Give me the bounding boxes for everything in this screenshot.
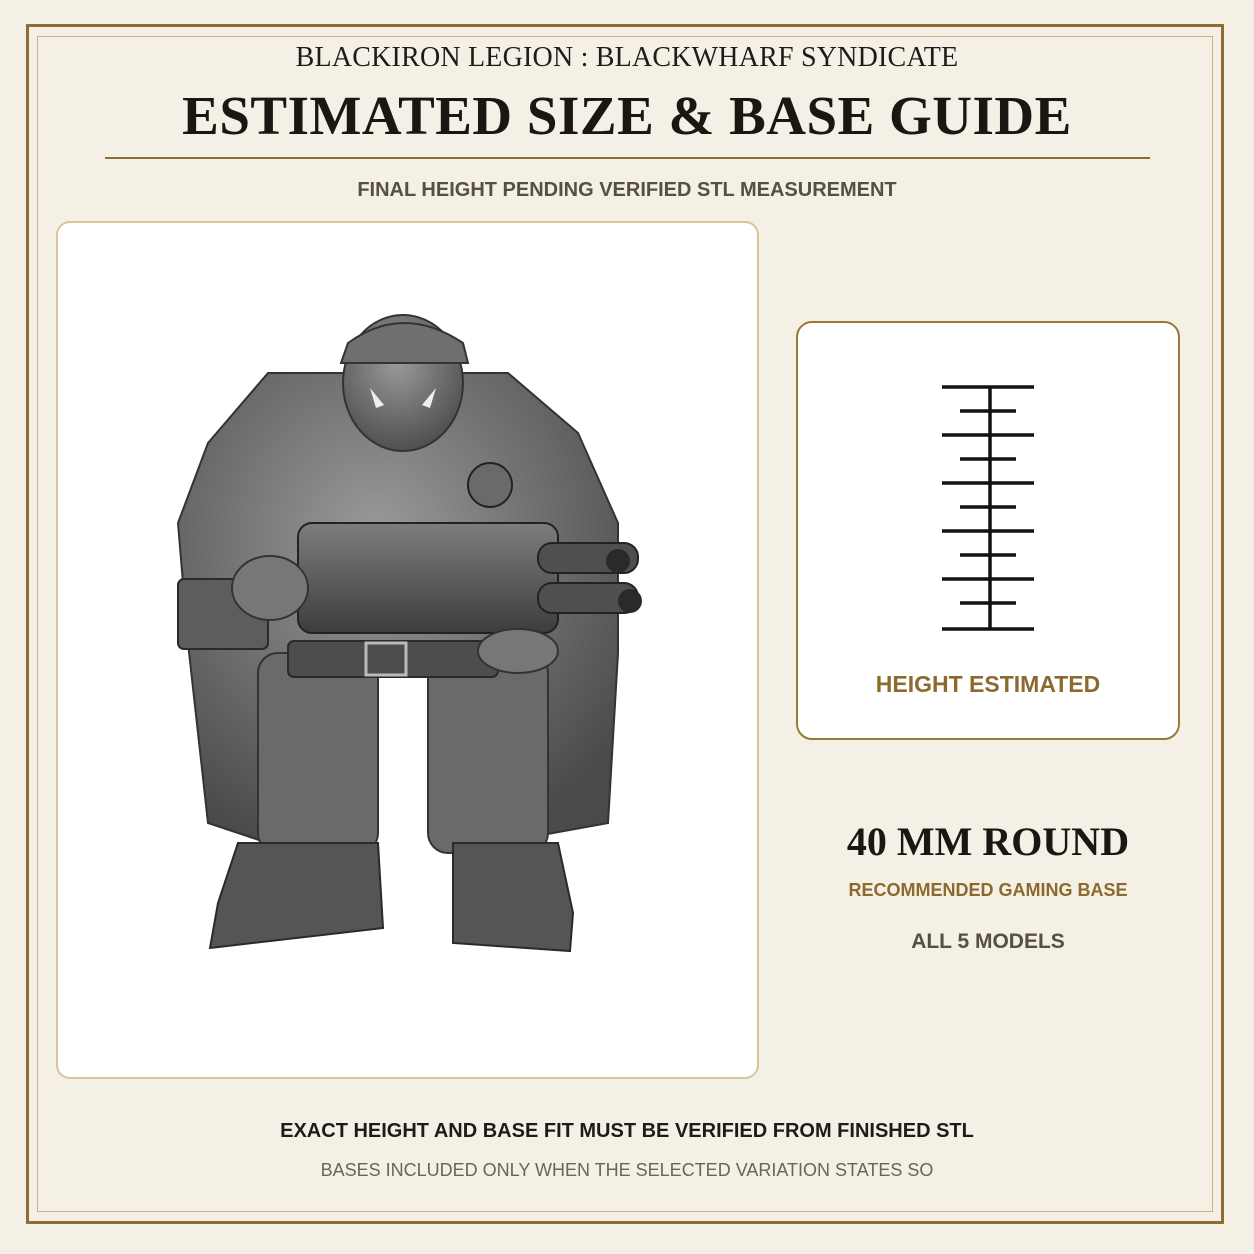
miniature-image-panel [56,221,759,1079]
ruler-icon [934,379,1044,639]
height-estimated-label: HEIGHT ESTIMATED [875,671,1101,697]
base-recommendation-label: RECOMMENDED GAMING BASE [848,880,1128,900]
height-card [796,321,1180,740]
orc-gunner-miniature-image [58,223,759,1079]
base-size: 40 MM ROUND [846,819,1130,864]
page-title: ESTIMATED SIZE & BASE GUIDE [182,85,1072,146]
bases-footer: BASES INCLUDED ONLY WHEN THE SELECTED VARIATION STATES SO [320,1160,934,1180]
faction-subtitle: BLACKIRON LEGION : BLACKWHARF SYNDICATE [295,42,959,73]
models-count: ALL 5 MODELS [911,930,1065,953]
pending-note: FINAL HEIGHT PENDING VERIFIED STL MEASUREMENT [357,179,897,201]
verification-footer: EXACT HEIGHT AND BASE FIT MUST BE VERIFIED FROM FINISHED STL [280,1120,974,1142]
title-divider [105,157,1150,159]
